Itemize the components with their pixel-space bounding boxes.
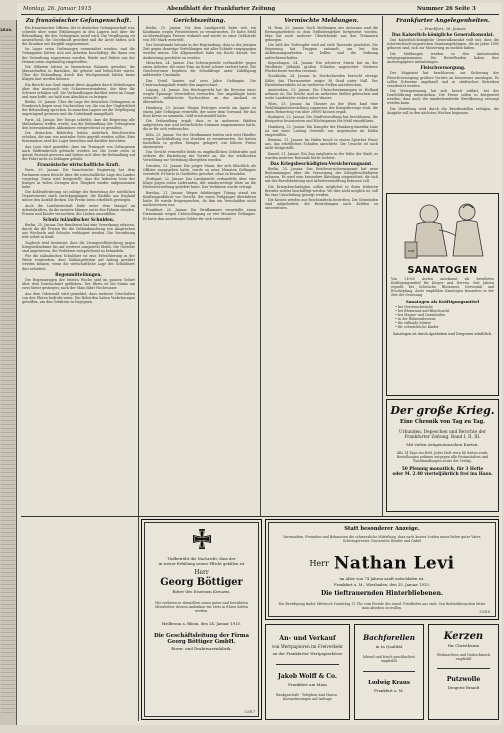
boettiger-firm3: Eisen- und Drahtwarenfabrik. — [171, 646, 232, 651]
krieg-subtitle: Eine Chronik von Tag zu Tag. — [400, 419, 485, 425]
kerzen-title: Kerzen — [443, 631, 484, 642]
krieg-line3: Mit vielen zeitgenössischen Karten. — [406, 442, 479, 447]
levi-title: Herr — [309, 559, 329, 568]
levi-survivors: Die tieftrauernden Hinterbliebenen. — [320, 590, 444, 597]
article-heading: Fleischversorgung. — [420, 65, 466, 71]
article-dateline: — Frankfurt, 26. Januar. — [419, 25, 467, 31]
masthead: Abendblatt der Frankfurter Zeitung — [167, 6, 276, 12]
column-rule — [260, 16, 261, 516]
svg-text:SAN: SAN — [407, 249, 415, 253]
sanatogen-footer: Sanatogen ist durch Apotheken und Drogerien erhältlich. — [392, 332, 493, 336]
krieg-price2: oder M. 2.40 vierteljährlich frei ins Haus. — [392, 472, 493, 477]
column-rule — [138, 516, 139, 721]
adjacent-page-strip — [0, 20, 17, 725]
boettiger-obituary — [141, 519, 262, 720]
ankauf-line2: von Wertpapieren im Freiverkehr — [271, 644, 344, 649]
boettiger-body: Wir verlieren in demselben einen guten und bewährten Mitarbeiter, dessen Andenken wir stets in Ehren halten werden. — [155, 601, 248, 613]
boettiger-firm2: Georg Böttiger GmbH. — [167, 639, 236, 645]
ads-rule — [21, 516, 499, 517]
levi-place: Frankfurt a. M., Wiesbaden, den 25. Januar 1915. — [334, 582, 430, 587]
sanatogen-ad: SAN SANATOGEN Von 21000 Ärzten anerkannt als bewährtes Kräftigungsmittel für Körper und Nerven. Seit Jahren erprobt bei Schwäche, Blutarmut, Nervosität und Erschöpfung. Ärzte empfehlen Sanatogen besonders in der Zeit der Genesung. Sanatogen als Kräftigungsmittel • bei Nervenschwäche • bei Blutarmut und Bleichsucht • bei Magen- und Darmleiden • in der Rekonvaleszenz • für stillende Mütter • für schwächliche Kinder Sanatogen ist durch Apotheken und Drogerien erhältlich. — [386, 193, 499, 396]
boettiger-place: Heilbronn a. Rhein, den 24. Januar 1915. — [161, 621, 242, 626]
article-heading: Schutz inländischer Schulden. — [42, 217, 115, 223]
levi-age: im Alter von 74 Jahren sanft entschlafen ist. — [339, 576, 425, 581]
bachforellen-sub: in Ia Qualität — [375, 644, 403, 649]
ankauf-line3: an der Frankfurter Wertpapierbörse — [272, 651, 343, 656]
boettiger-rank: Ritter des Eisernen Kreuzes. — [172, 589, 231, 594]
kerzen-addr: Drogerie Brandt — [447, 685, 480, 690]
column-4: Frankfurter Angelegenheiten. — Frankfurt, 26. Januar. Das Kaiserlich-königliche Generalkonsulat. Das Kaiserlich-königliche Generalkonsulat teilt mit, dass die österreichisch-ungarischen Staatsangehörigen, die im Jahre 1895 geboren sind, sich zur Musterung zu melden haben. Die Meldungen werden in den Amtsstunden entgegengenommen. Die Betreffenden haben ihre Ausweispapiere mitzubringen. Fleischversorgung. Der Magistrat hat beschlossen, zur Sicherung der Fleischversorgung größere Vorräte an Dauerware anzulegen. Es sollen Schweine angekauft und in städtischen Betrieben verarbeitet werden. Die Metzgerinnung hat sich bereit erklärt, bei der Durchführung mitzuwirken. Die Preise sollen so festgesetzt werden, dass auch die minderbemittelte Bevölkerung versorgt werden kann. Die Verteilung wird durch die Bezirksstellen erfolgen, die Ausgabe soll in den nächsten Wochen beginnen. — [387, 18, 499, 115]
sanatogen-illustration-icon — [387, 194, 499, 264]
boettiger-title: Herr — [194, 569, 209, 576]
krieg-line1: Urkunden, Depeschen und Berichte der — [399, 430, 486, 435]
ankauf-firm: Jakob Wolff & Co. — [278, 673, 337, 680]
newspaper-page — [17, 3, 502, 725]
sanatogen-title: SANATOGEN — [407, 265, 478, 276]
article-heading: Das Kriegsbeschädigten-Versicherungsamt. — [270, 161, 373, 167]
kerzen-brand: Putzwolle — [446, 676, 481, 683]
levi-footer: Die Beerdigung findet Mittwoch Vormittag 11 Uhr vom Portale des israel. Friedhofes aus statt. Von Beileidsbesuchen bittet man absehen zu wollen. — [278, 602, 486, 610]
kerzen-text: Weihnachten und Grabschmuck empfiehlt — [436, 653, 491, 661]
levi-obituary — [265, 519, 499, 620]
boettiger-firm1: Die Geschäftsleitung der Firma — [154, 633, 249, 639]
column-rule — [138, 16, 139, 516]
wertpapiere-ad: An- und Verkauf von Wertpapieren im Freiverkehr an der Frankfurter Wertpapierbörse Jakob Wolff & Co. Frankfurt am Main Bankgeschäft · Telephon Amt Hansa · Kursnotierungen auf Anfrage — [265, 624, 350, 720]
article-heading: Vermischte Meldungen. — [284, 18, 359, 24]
article-heading: Französische wirtschaftliche Kraft. — [37, 162, 120, 168]
boettiger-name: Georg Böttiger — [160, 577, 243, 588]
article-heading: Regenmitteilungen. — [55, 272, 102, 278]
column-1: Zu französischer Gefangenschaft. Ein französischer Offizier, der in deutscher Gefangenschaft war, schreibt über seine Erfahrungen in den Lagern und über die Behandlung, die den Gefangenen zuteil wird. Die Verpflegung sei ausreichend, die Unterkunft geordnet und die Ärzte hätten sich der Kranken mit Sorgfalt angenommen. Im Lager seien Vorlesungen veranstaltet worden, und die Gefangenen hätten sich mit Arbeiten beschäftigt, die ihnen von der Verwaltung zugewiesen wurden. Briefe und Pakete aus der Heimat seien regelmäßig eingetroffen. Die Offiziere hätten in besonderen Räumen gewohnt, die Mannschaften in Baracken, die geheizt und beleuchtet waren. Über die Behandlung durch das Wachpersonal hätten keine Klagen laut werden können. Ein Bericht aus Genf ergänzt diese Angaben durch Mitteilungen über den Austausch von Schwerverwundeten, der über die Schweiz erfolgen soll. Die Verhandlungen darüber seien im Gange und man hoffe, sie bald zum Abschluss zu bringen. Berlin, 25. Januar. Über die Lage der deutschen Gefangenen in Frankreich liegen neue Nachrichten vor, die von der Ungleichheit der Behandlung sprechen. In manchen Lagern sei die Verpflegung ungenügend gewesen und die Unterkunft mangelhaft. Paris, 24. Januar. Der Temps schreibt, dass die Regierung alle Maßnahmen treffen werde, um die Behandlung der Gefangenen den internationalen Abkommen entsprechend zu gestalten. Die deutschen Behörden haben mehrfach Beschwerden erhoben, die nun von neutraler Seite geprüft werden sollen. Eine Kommission wird die Lager besuchen und darüber berichten. Aus Lyon wird gemeldet, dass ein Transport von Gefangenen nach Südfrankreich gebracht worden sei. Die Leute seien in gutem Zustand gewesen und hätten sich über die Behandlung auf der Fahrt nicht zu beklagen gehabt. Französische wirtschaftliche Kraft. Paris, 25. Januar. Die französische Regierung hat dem Parlament einen Bericht über die wirtschaftliche Lage des Landes vorgelegt. Darin wird festgestellt, dass die Industrie trotz des Krieges in vielen Zweigen ihre Tätigkeit wieder aufgenommen habe. Die Kohlenförderung sei infolge der Besetzung der nördlichen Departements stark zurückgegangen; die Einfuhr aus England müsse den Ausfall decken. Die Preise seien erheblich gestiegen. Auch die Landwirtschaft leide unter dem Mangel an Arbeitskräften, da die meisten Männer unter den Fahnen stünden. Frauen und Kinder versuchten, die Lücken auszufüllen. Schutz inländischer Schulden. Berlin, 25. Januar. Der Bundesrat hat eine Verordnung erlassen, durch die die Fristen für die Geltendmachung von Ansprüchen aus Wechseln und Schecks verlängert werden. Die Verordnung tritt sofort in Kraft. Zugleich wird bestimmt, dass die Zwangsvollstreckung gegen Kriegsteilnehmer bis auf weiteres ausgesetzt bleibt. Die Gerichte sind angewiesen, die Verfahren entsprechend zu behandeln. Für die inländischen Schuldner ist eine Erleichterung in der Weise vorgesehen, dass Zahlungsfristen auf Antrag gewährt werden können, wenn die wirtschaftliche Lage des Schuldners dies erfordert. Regenmitteilungen. Die Regenmengen der letzten Woche sind im ganzen Gebiet über dem Durchschnitt geblieben. Der Rhein ist bei Mainz um zwei Meter gestiegen; auch der Main führt Hochwasser. Aus dem Odenwald wird gemeldet, dass mehrere Ortschaften von den Fluten bedroht seien. Die Behörden haben Vorkehrungen getroffen, um den Gefahren zu begegnen. — [22, 18, 135, 304]
kerzen-ad — [428, 624, 499, 720]
bachforellen-ad — [354, 624, 424, 720]
header-rule — [21, 14, 499, 15]
article-heading: Das Kaiserlich-königliche Generalkonsulat. — [391, 32, 495, 38]
page-number: Nummer 26 Seite 3 — [417, 6, 476, 12]
iron-cross-icon — [191, 528, 213, 550]
bachforellen-brand: Ludwig Kraus — [368, 680, 410, 686]
boettiger-line2: in treuer Erfüllung seiner Pflicht gefallen ist — [158, 561, 245, 566]
krieg-title: Der große Krieg. — [390, 404, 495, 417]
ankauf-addr: Frankfurt am Main — [288, 682, 327, 687]
levi-intro: Verwandten, Freunden und Bekannten die schmerzliche Mitteilung, dass nach kurzer Leiden unser lieber guter Vater, Schwiegervater, Grossvater, Bruder und Onkel — [283, 535, 481, 543]
sanatogen-subtitle: Sanatogen als Kräftigungsmittel — [405, 299, 480, 304]
ankauf-line1: An- und Verkauf — [279, 635, 336, 642]
bachforellen-title: Bachforellen — [363, 633, 415, 642]
column-3: Vermischte Meldungen. M. Rom, 25. Januar. Nach Meldungen aus Avezzano sind die Rettungsarbeiten in dem Erdbebengebiet fortgesetzt worden. Man hat noch mehrere Überlebende aus den Trümmern geborgen. Die Zahl der Todesopfer wird auf viele Tausende geschätzt. Die Regierung hat Truppen entsandt, um bei den Aufräumungsarbeiten zu helfen und die Ordnung aufrechtzuerhalten. Kopenhagen, 24. Januar. Ein schwerer Sturm hat an der Westküste Jütlands großen Schaden angerichtet. Mehrere Fischerboote werden vermisst. Stockholm, 24. Januar. In Nordschweden herrscht strenge Kälte; das Thermometer zeigte 38 Grad unter Null. Der Eisenbahnverkehr ist an mehreren Stellen unterbrochen. Amsterdam, 23. Januar. Die Überschwemmungen in Holland nehmen zu. Die Deiche sind an mehreren Stellen gebrochen und weite Landstriche stehen unter Wasser. Wien, 23. Januar. Im Theater an der Wien fand eine Wohltätigkeitsvorstellung zugunsten der Kriegsfürsorge statt, die einen Reinertrag von über 20000 Kronen ergab. Budapest, 22. Januar. Die Stadtverwaltung hat beschlossen, die Brotpreise festzusetzen und Höchstpreise für Mehl einzuführen. Hamburg, 22. Januar. Ein Dampfer der Hamburg-Amerika-Linie ist mit einer Ladung Getreide aus Argentinien im Hafen eingetroffen. Bremen, 21. Januar. Im Hafen brach in einem Speicher Feuer aus, das erheblichen Schaden anrichtete. Die Ursache ist noch nicht festgestellt. Kassel, 21. Januar. Ein Zug entgleiste in der Nähe der Stadt; es wurden mehrere Reisende leicht verletzt. Das Kriegsbeschädigten-Versicherungsamt. Berlin, 25. Januar. Das Reichsversicherungsamt hat neue Bestimmungen über die Versorgung der Kriegsbeschädigten erlassen. Es wird eine besondere Abteilung eingerichtet, die sich mit der Berufsberatung und Arbeitsvermittlung befassen soll. Die Kriegsbeschädigten sollen möglichst in ihren früheren Berufen wieder beschäftigt werden. Wo dies nicht möglich ist, soll für eine Umschulung gesorgt werden. Die Kosten werden aus Reichsmitteln bestritten. Die Gemeinden sind aufgefordert, die Bestrebungen nach Kräften zu unterstützen. — [265, 18, 378, 211]
article-heading: Zu französischer Gefangenschaft. — [25, 18, 132, 24]
der-grosse-krieg-ad: Der große Krieg. Eine Chronik von Tag zu Tag. Urkunden, Depeschen und Berichte der Frankfurter Zeitung. Band I, II, III. Mit vielen zeitgenössischen Karten. Alle 14 Tage ein Heft. Jedes Heft etwa 48 Seiten stark. Bestellungen nehmen entgegen alle Postanstalten und Buchhandlungen sowie der Verlag. 50 Pfennig monatlich, für 3 Hefte oder M. 2.40 vierteljährlich frei ins Haus. — [386, 399, 499, 512]
article-heading: Gerichtszeitung. — [173, 18, 226, 24]
strip-label: 2826. — [0, 27, 13, 32]
bachforellen-text: lebend und frisch geschlachtet empfiehlt — [363, 655, 415, 663]
levi-name: Nathan Levi — [333, 553, 455, 574]
article-heading: Frankfurter Angelegenheiten. — [396, 18, 490, 24]
boettiger-line1: Tiefbetrübt die Nachricht, dass der — [167, 556, 236, 561]
krieg-price: 50 Pfennig monatlich, für 3 Hefte — [401, 467, 484, 472]
krieg-line2: Frankfurter Zeitung. Band I, II, III. — [404, 435, 481, 440]
bachforellen-addr: Frankfurt a. M. — [374, 688, 404, 693]
levi-code: 53018 — [479, 610, 490, 614]
levi-header: Statt besonderer Anzeige. — [344, 526, 420, 532]
kerzen-sub: für Christbaum — [447, 643, 480, 648]
column-rule — [382, 16, 383, 516]
page-date: Montag, 26. Januar 1915 — [23, 6, 92, 12]
column-2: Gerichtszeitung. Berlin, 25. Januar. Vor dem Landgericht hatte sich ein Kaufmann wegen Preistreiberei zu verantworten. Er hatte Mehl zu übermäßigen Preisen verkauft und wurde zu einer Geldstrafe von 300 Mark verurteilt. Der Vorsitzende betonte in der Begründung, dass in der jetzigen Zeit gegen derartige Verfehlungen mit aller Schärfe vorgegangen werden müsse. Die Allgemeinheit habe ein Recht darauf, vor Ausbeutung geschützt zu werden. München, 24. Januar. Das Schwurgericht verhandelte gegen einen Arbeiter, der seine Frau im Streit schwer verletzt hatte. Die Geschworenen bejahten die Schuldfrage unter Zubilligung mildernder Umstände. Das Urteil lautete auf zwei Jahre Gefängnis. Die Untersuchungshaft wurde ihm angerechnet. Leipzig, 24. Januar. Das Reichsgericht hat die Revision eines wegen Spionage Verurteilten verworfen. Der Angeklagte hatte versucht, militärische Nachrichten an das Ausland zu übermitteln. Hamburg, 23. Januar. Wegen Betruges wurde ein Agent zu einem Jahr Gefängnis verurteilt, der unter dem Vorwand, für das Rote Kreuz zu sammeln, Geld erschwindelt hatte. Die Verhandlung ergab, dass er in mehreren Städten aufgetreten war und beträchtliche Summen eingenommen hatte, die er für sich verbrauchte. Köln, 23. Januar. Vor der Strafkammer hatten sich zwei Händler wegen Zurückhaltung von Vorräten zu verantworten. Sie hatten Kartoffeln in großen Mengen gelagert, um höhere Preise abzuwarten. Das Gericht verurteilte beide zu empfindlichen Geldstrafen und ordnete die Einziehung der Vorräte an, die der städtischen Verwaltung zur Verteilung übergeben wurden. Dresden, 22. Januar. Ein junger Mann, der sich fälschlich als Offizier ausgegeben hatte, wurde zu neun Monaten Gefängnis verurteilt. Er hatte in Gasthöfen gewohnt, ohne zu bezahlen. Stuttgart, 22. Januar. Das Landgericht verhandelte über eine Klage gegen einen Lieferanten, der minderwertige Ware an die Heeresverwaltung geliefert hatte. Das Verfahren wurde vertagt. Breslau, 21. Januar. Wegen fahrlässiger Tötung stand ein Kraftwagenführer vor Gericht, der einen Fußgänger überfahren hatte. Er wurde freigesprochen, da ihm ein Verschulden nicht nachzuweisen war. Frankfurt, 25. Januar. Die Strafkammer verurteilte einen Dienstmann wegen Unterschlagung zu vier Monaten Gefängnis. Er hatte ihm anvertraute Gelder für sich verwendet. — [143, 18, 256, 221]
boettiger-code: 53017 — [244, 710, 255, 714]
